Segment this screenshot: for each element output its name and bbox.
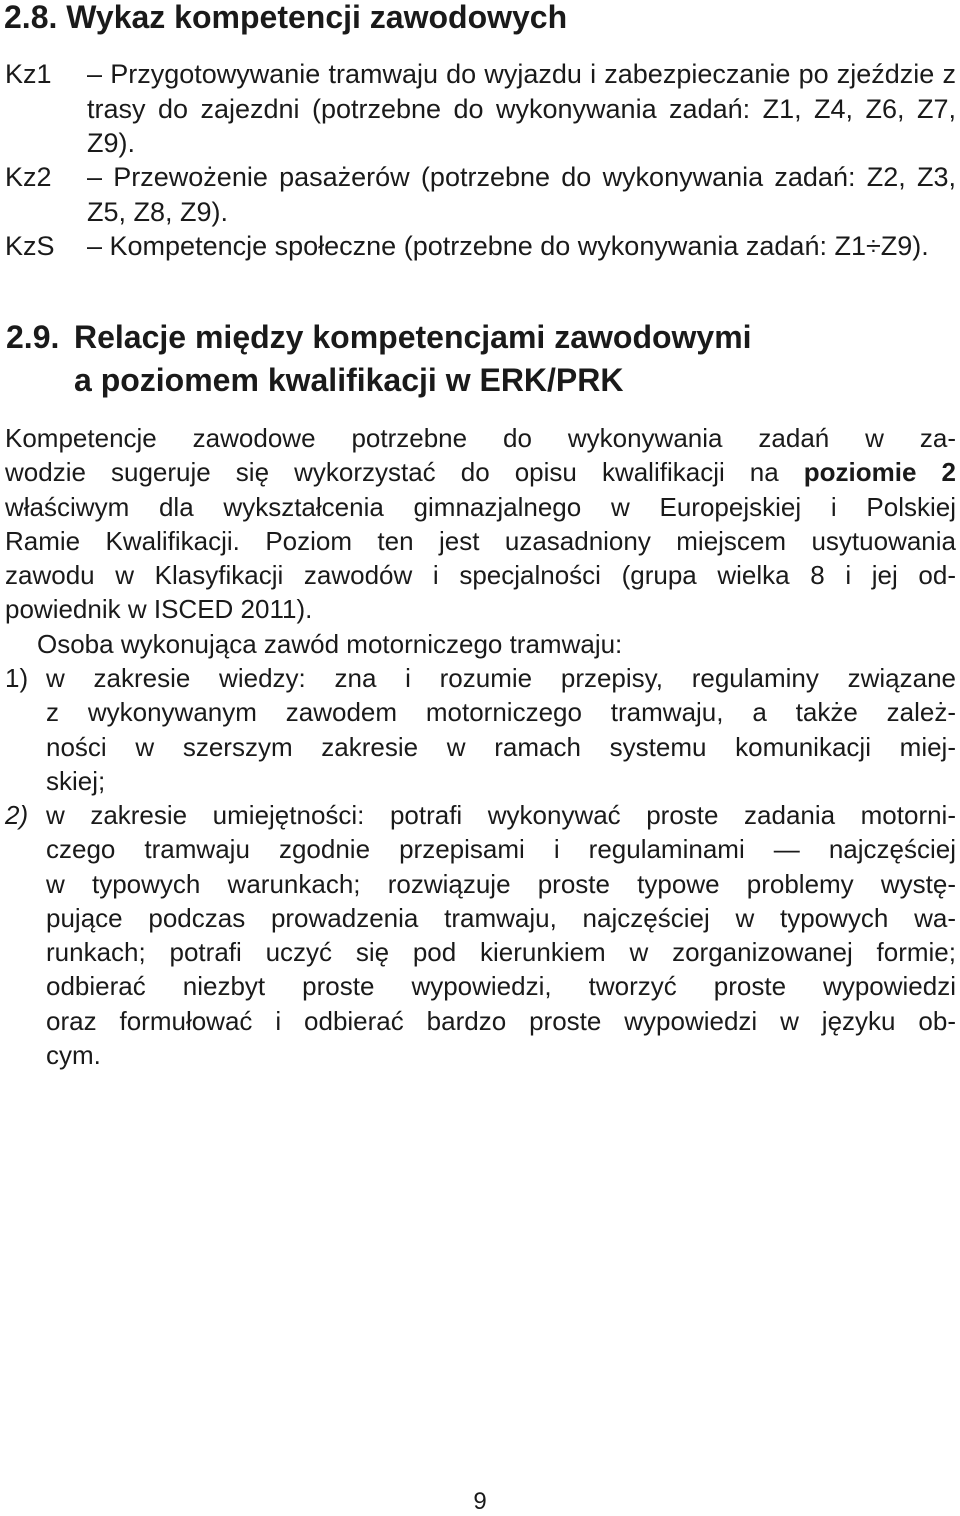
paragraph-line: Ramie Kwalifikacji. Poziom ten jest uzasadniony miejscem usytuowania bbox=[5, 525, 956, 556]
list-item-number: 2) bbox=[5, 800, 29, 830]
paragraph-line: zawodu w Klasyfikacji zawodów i specjalności (grupa wielka 8 i jej od- bbox=[5, 560, 956, 591]
list-item-line: cym. bbox=[46, 1040, 101, 1071]
section-heading-2-9-line2: a poziomem kwalifikacji w ERK/PRK bbox=[74, 362, 624, 398]
section-number-2-9: 2.9. bbox=[6, 319, 60, 355]
paragraph-line: właściwym dla wykształcenia gimnazjalnego w Europejskiej i Polskiej bbox=[5, 491, 956, 522]
section-heading-2-9-line1: Relacje między kompetencjami zawodowymi bbox=[74, 319, 752, 355]
list-item-line: czego tramwaju zgodnie przepisami i regulaminami — najczęściej bbox=[46, 834, 956, 865]
paragraph-person-intro bbox=[5, 627, 956, 661]
level-emphasis: poziomie 2 bbox=[803, 457, 956, 488]
list-item-line: oraz formułować i odbierać bardzo proste wypowiedzi w języku ob- bbox=[46, 1005, 956, 1036]
list-item-number: 1) bbox=[5, 663, 29, 693]
section-heading-2-8: 2.8. Wykaz kompetencji zawodowych bbox=[4, 0, 568, 35]
competency-text: – Przewożenie pasażerów (potrzebne do wykonywania zadań: Z2, Z3, Z5, Z8, Z9). bbox=[87, 162, 956, 227]
page-number: 9 bbox=[473, 1488, 487, 1515]
list-item-line: ności w szerszym zakresie w ramach systemu komunikacji miej- bbox=[46, 731, 956, 762]
competency-code: Kz1 bbox=[5, 59, 52, 89]
list-item-line: w zakresie wiedzy: zna i rozumie przepisy, regulaminy związane bbox=[46, 663, 956, 693]
competency-code: KzS bbox=[5, 231, 55, 261]
paragraph-line bbox=[5, 455, 956, 489]
competency-text: – Przygotowywanie tramwaju do wyjazdu i zabezpieczanie po zjeździe z trasy do zajezdni (potrzebne do wykonywania zadań: Z1, Z4, Z6, Z7, Z9). bbox=[87, 59, 956, 158]
list-item-line: pujące podczas prowadzenia tramwaju, najczęściej w typowych wa- bbox=[46, 902, 956, 933]
paragraph-text: Osoba wykonująca zawód motorniczego tramwaju: bbox=[37, 629, 623, 659]
list-item-line: odbierać niezbyt proste wypowiedzi, tworzyć proste wypowiedzi bbox=[46, 971, 956, 1002]
competency-code: Kz2 bbox=[5, 162, 52, 192]
list-item-line: z wykonywanym zawodem motorniczego tramwaju, a także zależ- bbox=[46, 697, 956, 728]
list-item-line: runkach; potrafi uczyć się pod kierunkiem w zorganizowanej formie; bbox=[46, 937, 956, 968]
list-item-text bbox=[46, 661, 956, 798]
paragraph-competencies-level bbox=[5, 421, 956, 627]
competency-text: – Kompetencje społeczne (potrzebne do wykonywania zadań: Z1÷Z9). bbox=[87, 231, 929, 261]
paragraph-line: Kompetencje zawodowe potrzebne do wykonywania zadań w za- bbox=[5, 423, 956, 453]
paragraph-line-text: wodzie sugeruje się wykorzystać do opisu kwalifikacji na bbox=[5, 457, 804, 488]
list-item-line: w zakresie umiejętności: potrafi wykonywać proste zadania motorni- bbox=[46, 800, 956, 830]
list-item-line: w typowych warunkach; rozwiązuje proste typowe problemy wystę- bbox=[46, 868, 956, 899]
list-item-line: skiej; bbox=[46, 765, 106, 796]
list-item-text bbox=[46, 798, 956, 1072]
paragraph-line: powiednik w ISCED 2011). bbox=[5, 594, 313, 625]
